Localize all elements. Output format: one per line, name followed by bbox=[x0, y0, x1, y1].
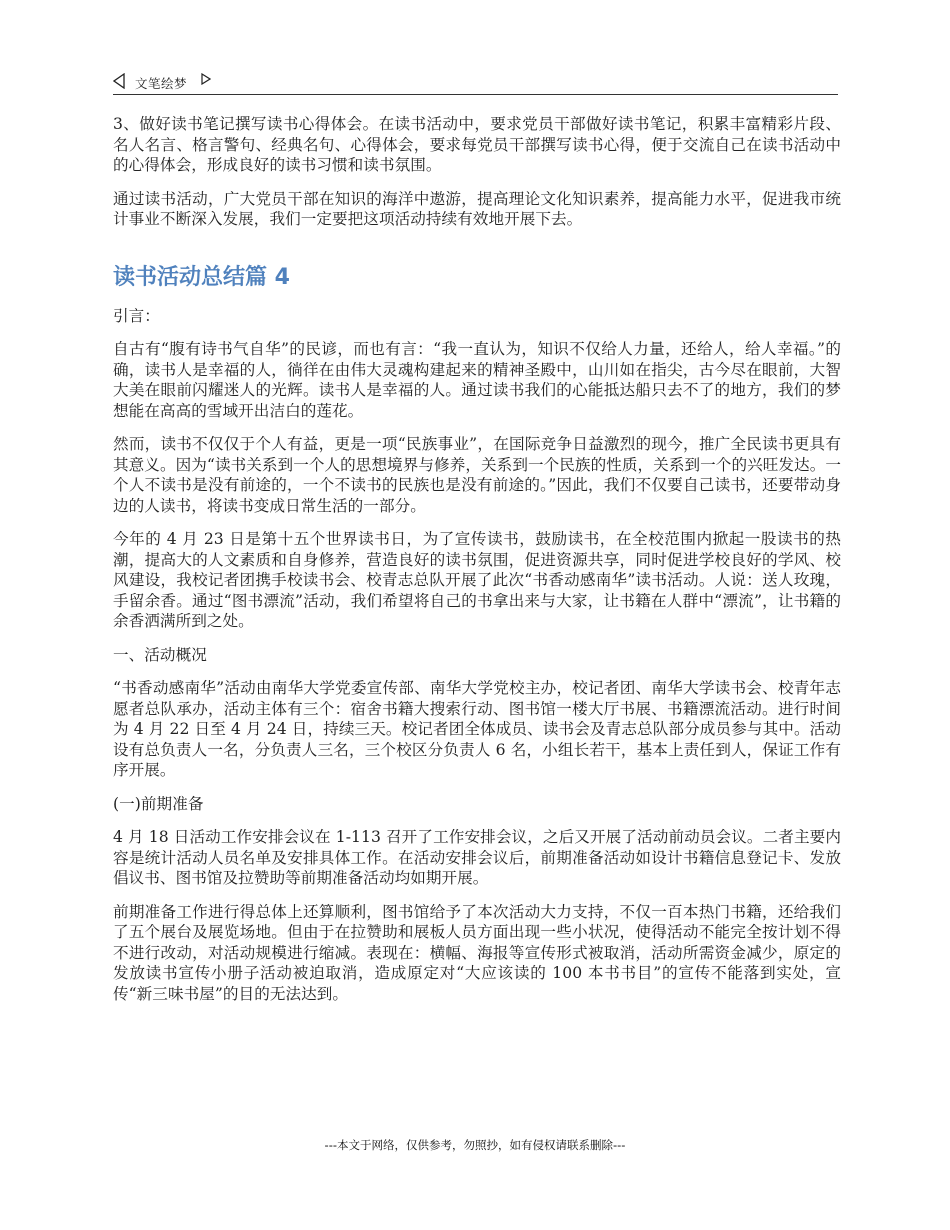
paragraph: 3、做好读书笔记撰写读书心得体会。在读书活动中，要求党员干部做好读书笔记，积累丰富精彩片段、名人名言、格言警句、经典名句、心得体会，要求每党员干部撰写读书心得，便于交流自己在读书活动中的心得体会，形成良好的读书习惯和读书氛围。 bbox=[113, 115, 841, 174]
section-title: 读书活动总结篇 4 bbox=[113, 264, 290, 290]
paragraph: 自古有“腹有诗书气自华”的民谚，而也有言：“我一直认为，知识不仅给人力量，还给人，给人幸福。”的确，读书人是幸福的人，徜徉在由伟大灵魂构建起来的精神圣殿中，山川如在指尖，古今尽在眼前，大智大美在眼前闪耀迷人的光辉。读书人是幸福的人。通过读书我们的心能抵达船只去不了的地方，我们的梦想能在高高的雪域开出洁白的莲花。 bbox=[113, 340, 841, 420]
paragraph: 然而，读书不仅仅于个人有益，更是一项“民族事业”，在国际竞争日益激烈的现今，推广全民读书更具有其意义。因为“读书关系到一个人的思想境界与修养，关系到一个民族的性质，关系到一个的兴旺发达。一个人不读书是没有前途的，一个不读书的民族也是没有前途的。”因此，我们不仅要自己读书，还要带动身边的人读书，将读书变成日常生活的一部分。 bbox=[113, 435, 841, 515]
subsection-heading: 一、活动概况 bbox=[113, 645, 207, 664]
paragraph: 前期准备工作进行得总体上还算顺利，图书馆给予了本次活动大力支持，不仅一百本热门书籍，还给我们了五个展台及展览场地。但由于在拉赞助和展板人员方面出现一些小状况，使得活动不能完全按计划不得不进行改动，对活动规模进行缩减。表现在：横幅、海报等宣传形式被取消，活动所需资金减少，原定的发放读书宣传小册子活动被迫取消，造成原定对“大应该读的 100 本书书目”的宣传不能落到实处，宣传“新三味书屋”的目的无法达到。 bbox=[113, 902, 841, 1003]
triangle-right-icon bbox=[201, 73, 211, 85]
subsection-heading: (一)前期准备 bbox=[113, 794, 204, 813]
footer-notice: ---本文于网络，仅供参考，勿照抄，如有侵权请联系删除--- bbox=[324, 1138, 626, 1152]
paragraph: 今年的 4 月 23 日是第十五个世界读书日，为了宣传读书，鼓励读书，在全校范围内掀起一股读书的热潮，提高大的人文素质和自身修养，营造良好的读书氛围，促进资源共享，同时促进学校良好的学风、校风建设，我校记者团携手校读书会、校青志总队开展了此次“书香动感南华”读书活动。人说：送人玫瑰，手留余香。通过“图书漂流”活动，我们希望将自己的书拿出来与大家，让书籍在人群中“漂流”，让书籍的余香洒满所到之处。 bbox=[113, 530, 841, 630]
document-body bbox=[113, 114, 841, 1017]
paragraph: 4 月 18 日活动工作安排会议在 1-113 召开了工作安排会议，之后又开展了活动前动员会议。二者主要内容是统计活动人员名单及安排具体工作。在活动安排会议后，前期准备活动如设计书籍信息登记卡、发放倡议书、图书馆及拉赞助等前期准备活动均如期开展。 bbox=[113, 828, 841, 887]
page-header bbox=[113, 72, 838, 95]
header-brand: 文笔绘梦 bbox=[135, 76, 188, 91]
paragraph: 通过读书活动，广大党员干部在知识的海洋中遨游，提高理论文化知识素养，提高能力水平，促进我市统计事业不断深入发展，我们一定要把这项活动持续有效地开展下去。 bbox=[113, 189, 841, 228]
paragraph: “书香动感南华”活动由南华大学党委宣传部、南华大学党校主办，校记者团、南华大学读书会、校青年志愿者总队承办，活动主体有三个：宿舍书籍大搜索行动、图书馆一楼大厅书展、书籍漂流活动。进行时间为 4 月 22 日至 4 月 24 日，持续三天。校记者团全体成员、读书会及青志总队部分成员参与其中。活动设有总负责人一名，分负责人三名，三个校区分负责人 6 名，小组长若干，基本上责任到人，保证工作有序开展。 bbox=[113, 679, 841, 779]
paragraph-intro-label: 引言： bbox=[113, 306, 160, 325]
triangle-left-icon bbox=[113, 73, 125, 89]
